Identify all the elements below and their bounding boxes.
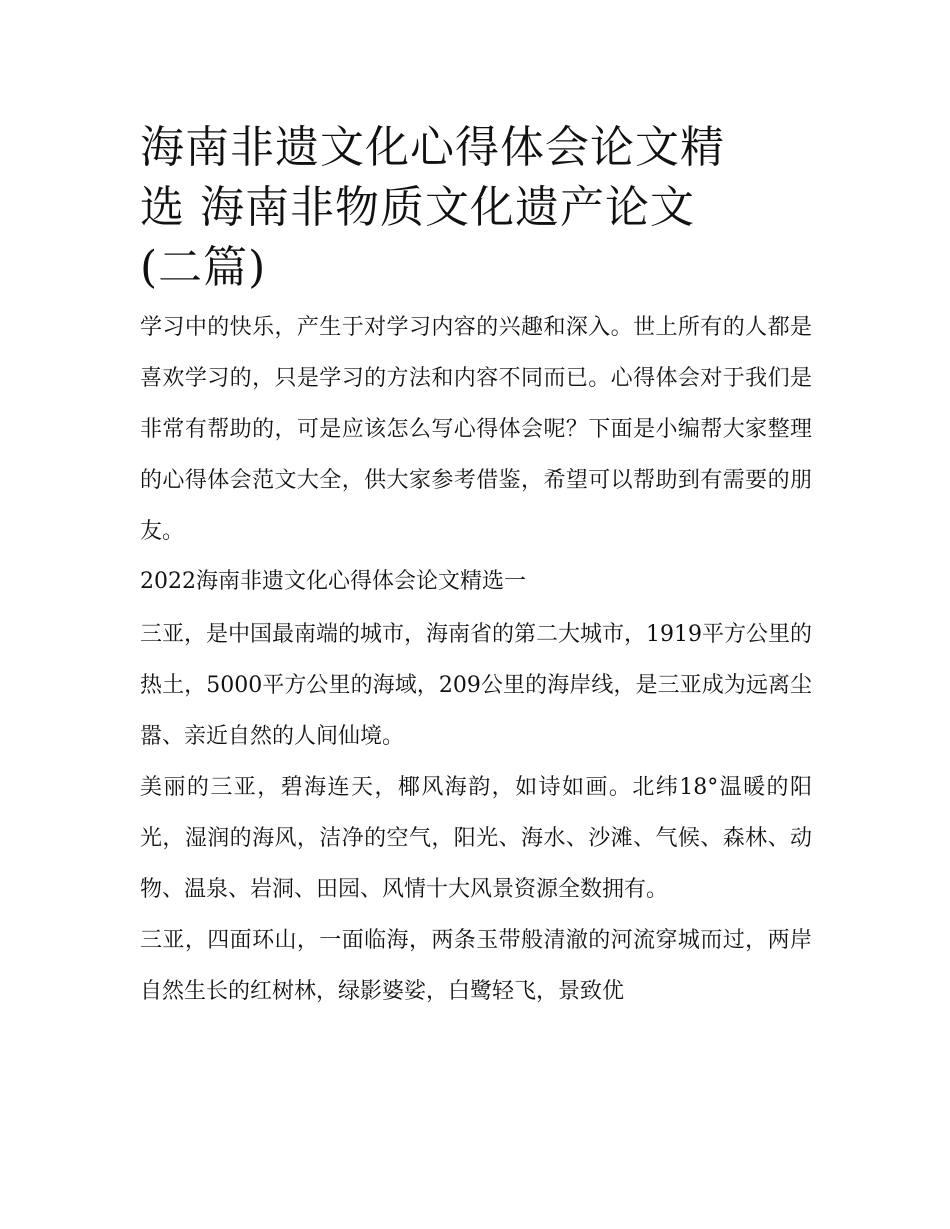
body-paragraph-3: 三亚，四面环山，一面临海，两条玉带般清澈的河流穿城而过，两岸自然生长的红树林，绿影婆娑，白鹭轻飞，景致优: [140, 928, 812, 1004]
document-body: [140, 118, 812, 1017]
page-title: [140, 118, 812, 298]
intro-paragraph: 学习中的快乐，产生于对学习内容的兴趣和深入。世上所有的人都是喜欢学习的，只是学习的方法和内容不同而已。心得体会对于我们是非常有帮助的，可是应该怎么写心得体会呢？下面是小编帮大家整理的心得体会范文大全，供大家参考借鉴，希望可以帮助到有需要的朋友。: [140, 315, 812, 544]
body-paragraph-1: 三亚，是中国最南端的城市，海南省的第二大城市，1919平方公里的热土，5000平方公里的海域，209公里的海岸线，是三亚成为远离尘嚣、亲近自然的人间仙境。: [140, 622, 812, 749]
title-line-1: 海南非遗文化心得体会论文精: [140, 122, 725, 173]
section-heading: 2022海南非遗文化心得体会论文精选一: [140, 569, 526, 594]
title-line-3: (二篇): [140, 242, 267, 293]
body-paragraph-2: 美丽的三亚，碧海连天，椰风海韵，如诗如画。北纬18°温暖的阳光，湿润的海风，洁净的空气，阳光、海水、沙滩、气候、森林、动物、温泉、岩洞、田园、风情十大风景资源全数拥有。: [140, 775, 812, 902]
title-line-2: 选 海南非物质文化遗产论文: [140, 182, 695, 233]
